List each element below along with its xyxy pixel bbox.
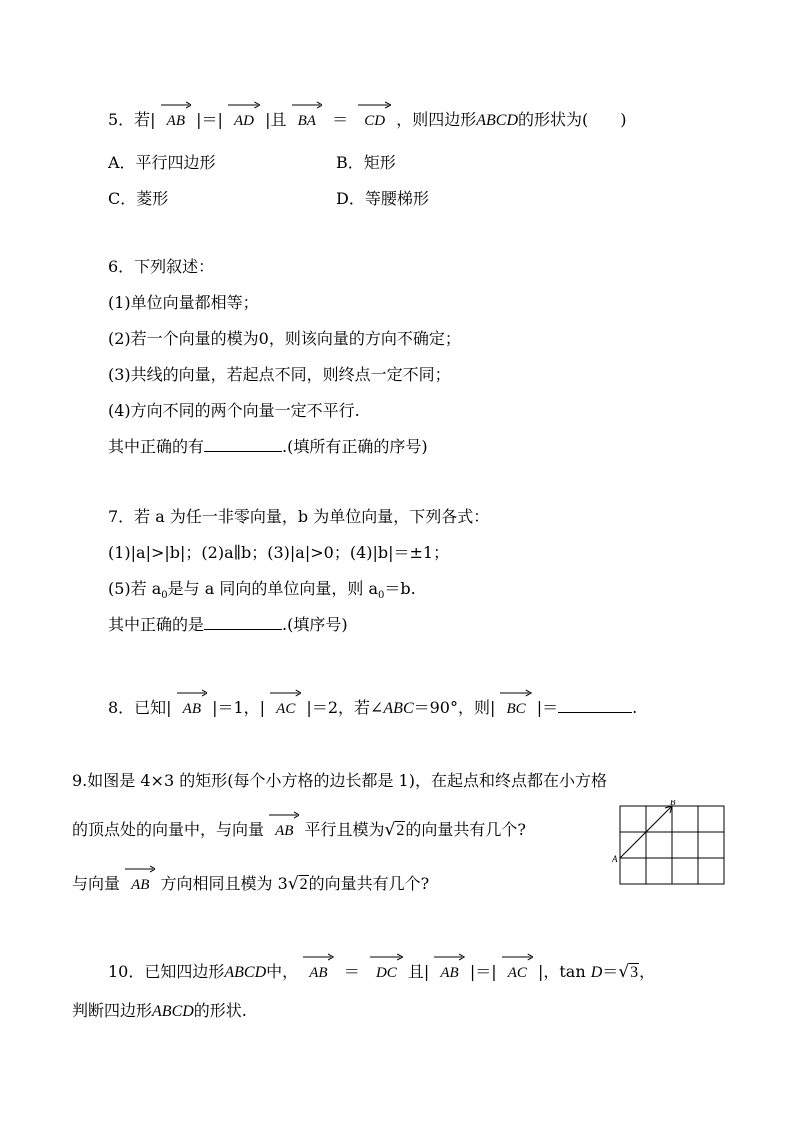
- q5-text-2: |＝|: [196, 110, 223, 129]
- q5-text-5: 的形状为( ): [518, 110, 627, 129]
- vector-ac: AC: [502, 962, 533, 984]
- q7-answer-label: 其中正确的是: [108, 615, 205, 634]
- q7-answer-blank[interactable]: [204, 615, 282, 630]
- q5-choice-b[interactable]: B．矩形: [336, 153, 396, 172]
- q10-line-2: 判断四边形ABCD的形状.: [72, 1001, 247, 1020]
- vector-ba: BA: [292, 110, 322, 132]
- vector-bc: BC: [500, 698, 531, 720]
- grid-figure: [612, 800, 728, 886]
- q5-choice-d[interactable]: D．等腰梯形: [336, 189, 429, 208]
- q9-line-1: 9.如图是 4×3 的矩形(每个小方格的边长都是 1)，在起点和终点都在小方格: [72, 771, 607, 790]
- q8-stem: 8．已知| AB |＝1，| AC |＝2，若∠ABC＝90°，则| BC |＝ .: [108, 692, 637, 720]
- label-a: A: [612, 854, 618, 864]
- vector-ab: AB: [161, 110, 191, 132]
- q6-answer: [108, 436, 428, 458]
- q8-answer-blank[interactable]: [558, 698, 632, 713]
- q9-line-3: 与向量 AB 方向相同且模为 3√2的向量共有几个?: [72, 868, 429, 896]
- vector-ab: AB: [269, 820, 299, 842]
- q6-answer-note: .(填所有正确的序号): [282, 437, 428, 456]
- sqrt-2: √2: [384, 820, 405, 840]
- q6-answer-label: 其中正确的有: [108, 437, 205, 456]
- q6-answer-blank[interactable]: [204, 437, 282, 452]
- vector-cd: CD: [358, 110, 391, 132]
- sqrt-2: √2: [287, 874, 308, 894]
- q7-line-2: (5)若 $a_0$是与 a 同向的单位向量，则 $a_0=b$.: [108, 579, 416, 602]
- vector-ad: AD: [228, 110, 260, 132]
- q5-choice-a[interactable]: A．平行四边形: [108, 153, 216, 172]
- vector-ab: AB: [303, 962, 333, 984]
- q5-text-1: 5．若|: [108, 110, 156, 129]
- q6-item-2: (2)若一个向量的模为0，则该向量的方向不确定；: [108, 329, 461, 348]
- q5-stem: [108, 104, 627, 132]
- grid-lines: [620, 806, 724, 884]
- vector-ab: AB: [177, 698, 207, 720]
- sqrt-3: √3: [618, 962, 639, 982]
- vector-dc: DC: [370, 962, 403, 984]
- q6-stem: 6．下列叙述：: [108, 257, 215, 276]
- vector-ac: AC: [270, 698, 301, 720]
- vector-ab: AB: [125, 874, 155, 896]
- q7-stem: 7．若 a 为任一非零向量，b 为单位向量，下列各式：: [108, 507, 490, 526]
- q5-text-4: ，则四边形: [396, 110, 477, 129]
- q7-answer-note: .(填序号): [282, 615, 348, 634]
- q5-eq: ＝: [332, 110, 349, 129]
- q10-stem: 10．已知四边形ABCD中， AB ＝ DC 且| AB |＝| AC |，tan D＝√3，: [108, 956, 655, 984]
- vector-ab: AB: [434, 962, 464, 984]
- q7-line-1: (1)|a|>|b|；(2)a∥b；(3)|a|>0；(4)|b|＝±1；: [108, 543, 450, 562]
- q6-item-1: (1)单位向量都相等；: [108, 293, 259, 312]
- q5-choice-c[interactable]: C．菱形: [108, 189, 169, 208]
- q9-line-2: 的顶点处的向量中，与向量 AB 平行且模为√2的向量共有几个?: [72, 814, 526, 842]
- q5-text-3: |且: [265, 110, 287, 129]
- q6-item-3: (3)共线的向量，若起点不同，则终点一定不同；: [108, 365, 451, 384]
- q6-item-4: (4)方向不同的两个向量一定不平行.: [108, 401, 360, 420]
- q7-answer: [108, 614, 348, 636]
- q5-shape: ABCD: [476, 112, 518, 129]
- label-b: B: [670, 800, 676, 807]
